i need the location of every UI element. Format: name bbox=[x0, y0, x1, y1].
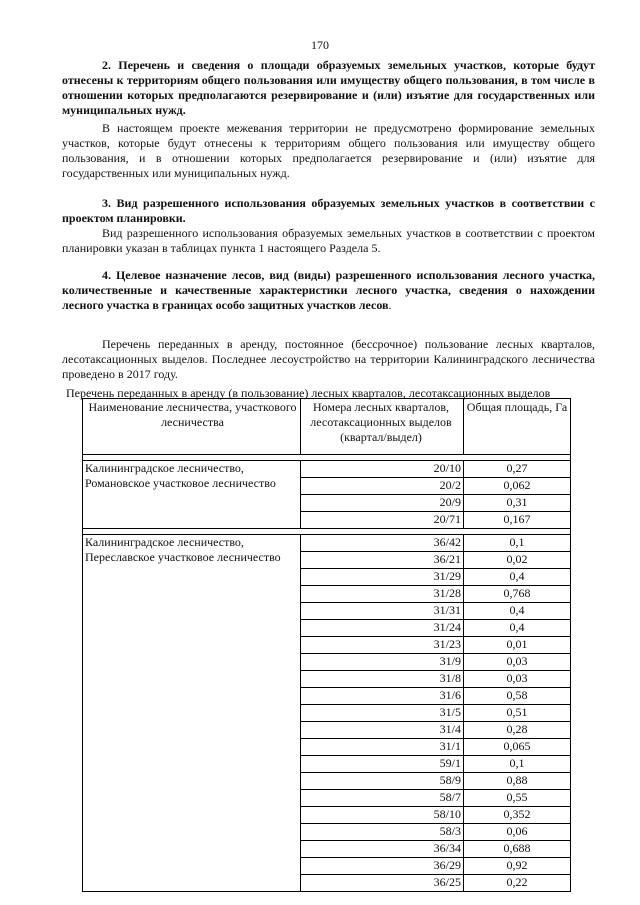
quarter-cell: 20/9 bbox=[301, 495, 464, 512]
area-cell: 0,22 bbox=[464, 875, 571, 892]
quarter-cell: 58/3 bbox=[301, 824, 464, 841]
area-cell: 0,92 bbox=[464, 858, 571, 875]
area-cell: 0,03 bbox=[464, 671, 571, 688]
quarter-cell: 36/34 bbox=[301, 841, 464, 858]
forest-quarters-table bbox=[82, 398, 571, 892]
quarter-cell: 31/4 bbox=[301, 722, 464, 739]
quarter-cell: 36/21 bbox=[301, 552, 464, 569]
quarter-cell: 31/23 bbox=[301, 637, 464, 654]
quarter-cell: 31/5 bbox=[301, 705, 464, 722]
area-cell: 0,167 bbox=[464, 512, 571, 529]
quarter-cell: 36/25 bbox=[301, 875, 464, 892]
section-2-text: В настоящем проекте межевания территории не предусмотрено формирование земельных участков, которые будут отнесены к территориям общего пользования или имуществу общего пользования, и в отношении которых предполагается резервирование и (или) изъятие для государственных или муниципальных нужд. bbox=[62, 121, 595, 180]
section-4-heading-text: 4. Целевое назначение лесов, вид (виды) разрешенного использования лесного участка, количественные и качественные характеристики лесного участка, сведения о нахождении лесного участка в границах особо защитных участков лесов bbox=[62, 268, 595, 312]
area-cell: 0,1 bbox=[464, 756, 571, 773]
forestry-name-cell: Калининградское лесничество, Романовское участковое лесничество bbox=[83, 461, 301, 529]
area-cell: 0,768 bbox=[464, 586, 571, 603]
quarter-cell: 20/71 bbox=[301, 512, 464, 529]
area-cell: 0,88 bbox=[464, 773, 571, 790]
quarter-cell: 31/9 bbox=[301, 654, 464, 671]
area-cell: 0,02 bbox=[464, 552, 571, 569]
quarter-cell: 20/2 bbox=[301, 478, 464, 495]
table-header-row bbox=[83, 399, 571, 455]
area-cell: 0,4 bbox=[464, 620, 571, 637]
area-cell: 0,06 bbox=[464, 824, 571, 841]
area-cell: 0,1 bbox=[464, 535, 571, 552]
quarter-cell: 31/1 bbox=[301, 739, 464, 756]
header-forestry: Наименование лесничества, участкового лесничества bbox=[83, 399, 301, 455]
quarter-cell: 31/28 bbox=[301, 586, 464, 603]
section-4-heading-end: . bbox=[388, 298, 392, 312]
forestry-name-cell: Калининградское лесничество, Переславское участковое лесничество bbox=[83, 535, 301, 892]
area-cell: 0,01 bbox=[464, 637, 571, 654]
page-number: 170 bbox=[311, 38, 329, 52]
quarter-cell: 20/10 bbox=[301, 461, 464, 478]
table-body bbox=[83, 399, 571, 892]
quarter-cell: 36/29 bbox=[301, 858, 464, 875]
table-row bbox=[83, 461, 571, 478]
section-4-heading bbox=[62, 268, 595, 313]
header-area: Общая площадь, Га bbox=[464, 399, 571, 455]
quarter-cell: 58/7 bbox=[301, 790, 464, 807]
header-quarters: Номера лесных кварталов, лесотаксационных выделов (квартал/выдел) bbox=[301, 399, 464, 455]
area-cell: 0,03 bbox=[464, 654, 571, 671]
area-cell: 0,28 bbox=[464, 722, 571, 739]
quarter-cell: 31/8 bbox=[301, 671, 464, 688]
quarter-cell: 36/42 bbox=[301, 535, 464, 552]
table-caption: Перечень переданных в аренду (в пользование) лесных кварталов, лесотаксационных выделов bbox=[66, 386, 551, 400]
area-cell: 0,4 bbox=[464, 603, 571, 620]
quarter-cell: 31/24 bbox=[301, 620, 464, 637]
quarter-cell: 59/1 bbox=[301, 756, 464, 773]
area-cell: 0,4 bbox=[464, 569, 571, 586]
section-4-text: Перечень переданных в аренду, постоянное (бессрочное) пользование лесных кварталов, лесотаксационных выделов. Последнее лесоустройство на территории Калининградского лесничества проведено в 2017 году. bbox=[62, 337, 595, 381]
area-cell: 0,51 bbox=[464, 705, 571, 722]
quarter-cell: 31/29 bbox=[301, 569, 464, 586]
quarter-cell: 58/10 bbox=[301, 807, 464, 824]
table-row bbox=[83, 535, 571, 552]
area-cell: 0,352 bbox=[464, 807, 571, 824]
area-cell: 0,58 bbox=[464, 688, 571, 705]
area-cell: 0,688 bbox=[464, 841, 571, 858]
area-cell: 0,55 bbox=[464, 790, 571, 807]
section-3-text: Вид разрешенного использования образуемых земельных участков в соответствии с проектом планировки указан в таблицах пункта 1 настоящего Раздела 5. bbox=[62, 226, 595, 255]
area-cell: 0,27 bbox=[464, 461, 571, 478]
area-cell: 0,062 bbox=[464, 478, 571, 495]
section-3-heading: 3. Вид разрешенного использования образуемых земельных участков в соответствии с проектом планировки. bbox=[62, 196, 595, 225]
section-2-heading: 2. Перечень и сведения о площади образуемых земельных участков, которые будут отнесены к территориям общего пользования или имуществу общего пользования, в том числе в отношении которых предполагаются резервирование и (или) изъятие для государственных или муниципальных нужд. bbox=[62, 58, 595, 117]
quarter-cell: 31/31 bbox=[301, 603, 464, 620]
area-cell: 0,065 bbox=[464, 739, 571, 756]
quarter-cell: 58/9 bbox=[301, 773, 464, 790]
quarter-cell: 31/6 bbox=[301, 688, 464, 705]
area-cell: 0,31 bbox=[464, 495, 571, 512]
